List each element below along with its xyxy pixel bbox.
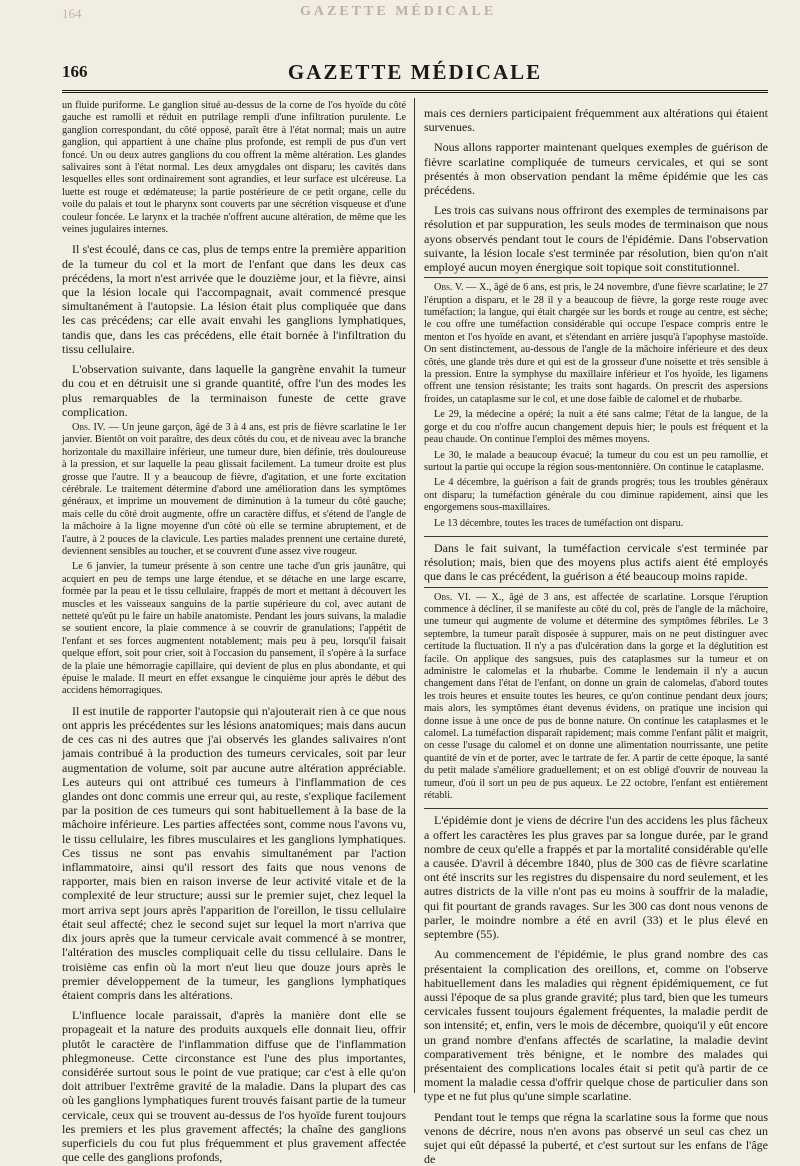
paragraph-text: Il est inutile de rapporter l'autopsie qui n'ajouterait rien à ce que nous ont appris les précédentes sur les lésions anatomiques; mais dans aucun de ces cas ni des autres que j'ai observés les glandes salivaires n'ont jamais contribué à la production des tumeurs cervicales, soit par leur augmentation de volume, soit par aucune autre altération appréciable. Les auteurs qui ont attribué ces tumeurs à l'inflammation de ces glandes ont donc commis une erreur qui, au reste, s'explique facilement par la position de ces tumeurs qui sont habituellement à la base de la mâchoire inférieure. Les parties affectées sont, comme nous l'avons vu, le tissu cellulaire, les fibres musculaires et les ganglions lymphatiques. Ces tissus ne sont pas envahis simultanément par l'action inflammatoire, ainsi qu'il ressort des faits que nous venons de rapporter, mais bien en raison inverse de leur activité vitale et de la complexité de leur structure; aussi sur le premier sujet, chez lequel la mort arriva sept jours après l'apparition de l'oreillon, le tissu cellulaire était seul affecté; chez le second sujet sur lequel la mort n'arriva que dix jours après que la tumeur cervicale avait commencé à se montrer, l'altération des muscles compliquait celle du tissu cellulaire. Dans le troisième cas enfin où la mort n'eut lieu que douze jours après le premier développement de la tumeur, les ganglions lymphatiques étaient compris dans les altérations.	[62, 703, 406, 1002]
paragraph	[424, 947, 768, 1103]
paragraph	[62, 1008, 406, 1164]
paragraph-text: — X., âgé de 6 ans, est pris, le 24 novembre, d'une fièvre scarlatine; le 27 l'éruption a disparu, et le 28 il y a beaucoup de fièvre, la gorge reste rouge avec tuméfaction; la langue, qui était chargée sur les bords et rouge au centre, est sèche; le cou offre une tuméfaction considérable qui occupe l'espace compris entre le menton et l'os hyoïde en avant, et s'étendant en arrière jusqu'à l'apophyse mastoïde. On sent distinctement, au-dessous de l'angle de la mâchoire inférieure et des deux côtés, une glande très dure et qui est de la grosseur d'une noisette et très sensible à la pression. Entre la symphyse du maxillaire inférieur et l'os hyoïde, les ligamens offrent une tension résistante; les traits sont hagards. On prescrit des aspersions froides, un cataplasme sur le col, et une dose faible de calomel et de rhubarbe.	[424, 282, 769, 405]
paragraph	[424, 277, 768, 406]
right-column	[424, 100, 769, 1166]
left-column	[62, 100, 406, 1165]
paragraph-text: Il s'est écoulé, dans ce cas, plus de temps entre la première apparition de la tumeur du col et la mort de l'enfant que dans les deux cas précédens, la mort n'est arrivée que le douzième jour, et la fièvre, ainsi que la lésion locale qui l'accompagnait, avait commencé presque simultanément à l'autopsie. La lésion était plus compliquée que dans les cas précédens; car elle avait envahi les ganglions lymphatiques, tandis que, dans les cas précédens, elle était bornée à l'infiltration du tissu cellulaire.	[62, 242, 406, 356]
paragraph	[424, 477, 768, 514]
paragraph	[424, 203, 768, 274]
paragraph	[424, 587, 768, 803]
paragraph	[424, 106, 768, 134]
paragraph	[62, 561, 406, 697]
paragraph	[424, 808, 768, 941]
paragraph	[424, 1110, 768, 1166]
paragraph	[424, 409, 768, 446]
paragraph	[62, 422, 406, 558]
bleed-through-page-number: 164	[62, 6, 82, 21]
page-number: 166	[62, 62, 88, 81]
paragraph-text: Dans le fait suivant, la tuméfaction cervicale s'est terminée par résolution; mais, bien que des moyens plus actifs aient été employés que dans le cas précédent, la guérison a été beaucoup moins rapide.	[424, 540, 768, 584]
paragraph-text: Pendant tout le temps que régna la scarlatine sous la forme que nous venons de décrire, nous n'en avons pas observé un seul cas chez un sujet qui eût dépassé la puberté, et c'est surtout sur les enfans de l'âge de	[424, 1109, 768, 1166]
paragraph	[424, 518, 768, 530]
paragraph	[62, 704, 406, 1002]
paragraph-text: L'épidémie dont je viens de décrire l'un des accidens les plus fâcheux a offert les caractères les plus graves par sa longue durée, par le grand nombre de ceux qu'elle a frappés et par la mortalité considérable qu'elle a causée. D'avril à décembre 1840, plus de 300 cas de fièvre scarlatine ont été inscrits sur les registres du dispensaire du nord seulement, et les autres districts de la ville n'ont pas eu moins à souffrir de la maladie, qui fit pourtant de grands ravages. Sur les 300 cas dont nous venons de parler, le moindre nombre a été en avril (33) et le plus élevé en septembre (55).	[424, 813, 768, 942]
observation-label: Obs. IV.	[72, 421, 106, 433]
paragraph-text: Les trois cas suivans nous offriront des exemples de terminaisons par résolution et par suppuration, les seuls modes de terminaison que nous ayons observés pendant tout le cours de l'épidémie. Dans l'observation suivante, la lésion locale s'est terminée par résolution, bien qu'on n'ait employé aucun moyen énergique soit topique soit constitutionnel.	[424, 203, 768, 275]
paragraph	[424, 140, 768, 197]
paragraph-text: un fluide puriforme. Le ganglion situé au-dessus de la corne de l'os hyoïde du côté gauche est ramolli et réduit en putrilage rempli d'une infiltration purulente. Le ganglion correspondant, du côté opposé, paraît être à l'état normal; mais un autre ganglion, qui appartient à une chaîne plus profonde, est rempli de pus d'un vert foncé. Un ou deux autres ganglions du cou offrent la même altération. Les glandes salivaires sont à l'état normal. Les deux amygdales ont disparu; les cavités dans lesquelles elles sont ordinairement sont agrandies, et leur surface est ulcéreuse. La luette est rouge et œdémateuse; la partie postérieure de ce petit organe, celle du voile du palais et tout le pharynx sont couverts par une sécrétion visqueuse et d'une couleur foncée. Le larynx et la trachée n'offrent aucune altération, de même que les veines jugulaires internes.	[62, 100, 406, 236]
paragraph-text: — X., âgé de 3 ans, est affectée de scarlatine. Lorsque l'éruption commence à décliner, il se manifeste au côté du col, près de l'angle de la mâchoire, une tumeur qui augmente de volume et détermine des symptômes fébriles. Le 3 septembre, la tumeur paraît disposée à suppurer, mais on ne peut distinguer avec certitude la fluctuation. Il n'y a pas d'ulcération dans la gorge et la déglutition est facile. On applique des sangsues, puis des cataplasmes sur la tumeur et on administre le calomelas et la rhubarbe. Comme le lendemain il n'y a aucun changement dans l'état de l'enfant, on donne un grain de calomelas, d'abord toutes les trois heures et ensuite toutes les heures, ce qu'on continue pendant deux jours; mais alors, les symptômes étant devenus évidens, on pratique une incision qui donne issue à une once de pus de bonne nature. On continue les cataplasmes et le calomel. La tuméfaction disparaît rapidement; mais comme l'enfant pâlit et maigrit, on cesse l'usage du calomel et on donne une alimentation nourrissante, une petite quantité de vin et de porter, avec le tartrate de fer. A partir de cette époque, la santé du petit malade s'améliore graduellement; et on est obligé d'ouvrir de nouveau la tumeur, d'où il sort un peu de pus aqueux. Le 22 octobre, l'enfant est entièrement rétabli.	[424, 591, 768, 802]
bleed-through-title: GAZETTE MÉDICALE	[300, 4, 497, 19]
paragraph-text: L'influence locale paraissait, d'après la manière dont elle se propageait et la nature des produits auxquels elle donnait lieu, offrir plutôt le caractère de l'inflammation diffuse que de l'inflammation phlegmoneuse. Cette circonstance est l'une des plus importantes, considérée surtout sous le point de vue pratique; car c'est à elle qu'on doit attribuer l'extrême gravité de la maladie. Dans la plupart des cas où les ganglions lymphatiques furent trouvés faisant partie de la tumeur cervicale, ceux qui se trouvent au-dessus de l'os hyoïde furent toujours les premiers et les plus gravement affectés; la chaîne des ganglions superficiels du cou fut plus fréquemment et plus gravement affectée que celle des ganglions profonds,	[62, 1008, 406, 1165]
paragraph-text: mais ces derniers participaient fréquemment aux altérations qui étaient survenues.	[424, 106, 768, 135]
paragraph	[62, 362, 406, 419]
paragraph	[62, 100, 406, 236]
paragraph	[424, 536, 768, 584]
paragraph	[62, 242, 406, 356]
paragraph-text: Le 13 décembre, toutes les traces de tuméfaction ont disparu.	[434, 517, 684, 529]
page-title: GAZETTE MÉDICALE	[287, 60, 543, 84]
paragraph-text: Au commencement de l'épidémie, le plus grand nombre des cas présentaient la complication des oreillons, et, comme on l'observe habituellement dans les maladies qui règnent épidémiquement, ce fut aussi l'époque de sa plus grande gravité; plus tard, bien que les tumeurs cervicales fussent toujours également fréquentes, la maladie perdit de son intensité; et, enfin, vers le mois de décembre, quoiqu'il y eût encore un grand nombre d'enfans affectés de scarlatine, la maladie devint comparativement très bénigne, et le nombre des malades qui présentaient des complications locales était si petit qu'à partir de ce moment la maladie cessa d'offrir quelque chose de particulier dans son type et ne fut plus qu'une simple scarlatine.	[424, 947, 768, 1104]
page-header	[62, 62, 768, 88]
paragraph	[424, 450, 768, 475]
header-rule	[62, 90, 768, 93]
paragraph-text: Le 4 décembre, la guérison a fait de grands progrès; tous les troubles généraux ont disparu; la tuméfaction générale du cou diminue rapidement, ainsi que les engorgemens sous-maxillaires.	[424, 477, 768, 514]
paragraph-text: Nous allons rapporter maintenant quelques exemples de guérison de fièvre scarlatine compliquée de tumeurs cervicales, et qui se sont présentés à mon observation pendant la même épidémie que les cas précédens.	[424, 140, 768, 198]
paragraph-text: — Un jeune garçon, âgé de 3 à 4 ans, est pris de fièvre scarlatine le 1er janvier. Bientôt on voit paraître, des deux côtés du cou, et de niveau avec la branche horizontale du maxillaire inférieur, une tumeur dure, bien définie, très douloureuse à la pression, et sur laquelle la peau glissait facilement. La tumeur droite est plus grosse que l'autre. Il y a beaucoup de fièvre, d'agitation, et une forte excitation cérébrale. Le traitement détermine d'abord une amélioration dans les symptômes généraux, et imprime un mouvement de diminution à la tumeur du côté gauche; mais celle du côté droit augmente, offre un caractère diffus, et s'étend de l'angle de la mâchoire à la ligne moyenne d'un côté où elle se termine abruptement, et de l'autre, à 2 pouces de la clavicule. Les parties malades prennent une certaine dureté, deviennent sensibles au toucher, et se couvrent d'une assez vive rougeur.	[62, 421, 406, 557]
paragraph-text: Le 30, le malade a beaucoup évacué; la tumeur du cou est un peu ramollie, et surtout la partie qui occupe la région sous-mentonnière. On continue le cataplasme.	[424, 449, 768, 473]
column-divider	[414, 98, 415, 1093]
observation-label: Obs. VI.	[434, 591, 471, 603]
observation-label: Obs. V.	[434, 282, 464, 294]
paragraph-text: Le 6 janvier, la tumeur présente à son centre une tache d'un gris jaunâtre, qui acquiert en peu de temps une large étendue, et se détache en une large escarre, formée par la peau et le tissu cellulaire, frappés de mort et mettant à découvert les muscles et les vaisseaux sanguins de la partie supérieure du col, avec autant de netteté qu'eût pu le faire un habile anatomiste. Pendant les jours suivans, la maladie se soutient encore, la plaie commence à se couvrir de granulations; l'appétit de l'enfant et ses forces augmentent notablement; mais peu à peu, lorsqu'il faisait quelque effort, soit pour crier, soit à l'occasion du pansement, il s'opère à la surface de la plaie une hémorragie capillaire, qui devient de plus en plus abondante, et qui épuise le malade. Il meurt en effet exsangue le cinquième jour après le début des accidens hémorragiques.	[62, 561, 406, 697]
paragraph-text: Le 29, la médecine a opéré; la nuit a été sans calme; l'état de la langue, de la gorge et du cou n'offre aucun changement depuis hier; le pouls est fréquent et la peau chaude. On continue l'emploi des mêmes moyens.	[424, 409, 768, 446]
paragraph-text: L'observation suivante, dans laquelle la gangrène envahit la tumeur du cou et en détruisit une si grande quantité, offre l'un des modes les plus remarquables de la terminaison funeste de cette grave complication.	[62, 362, 406, 419]
